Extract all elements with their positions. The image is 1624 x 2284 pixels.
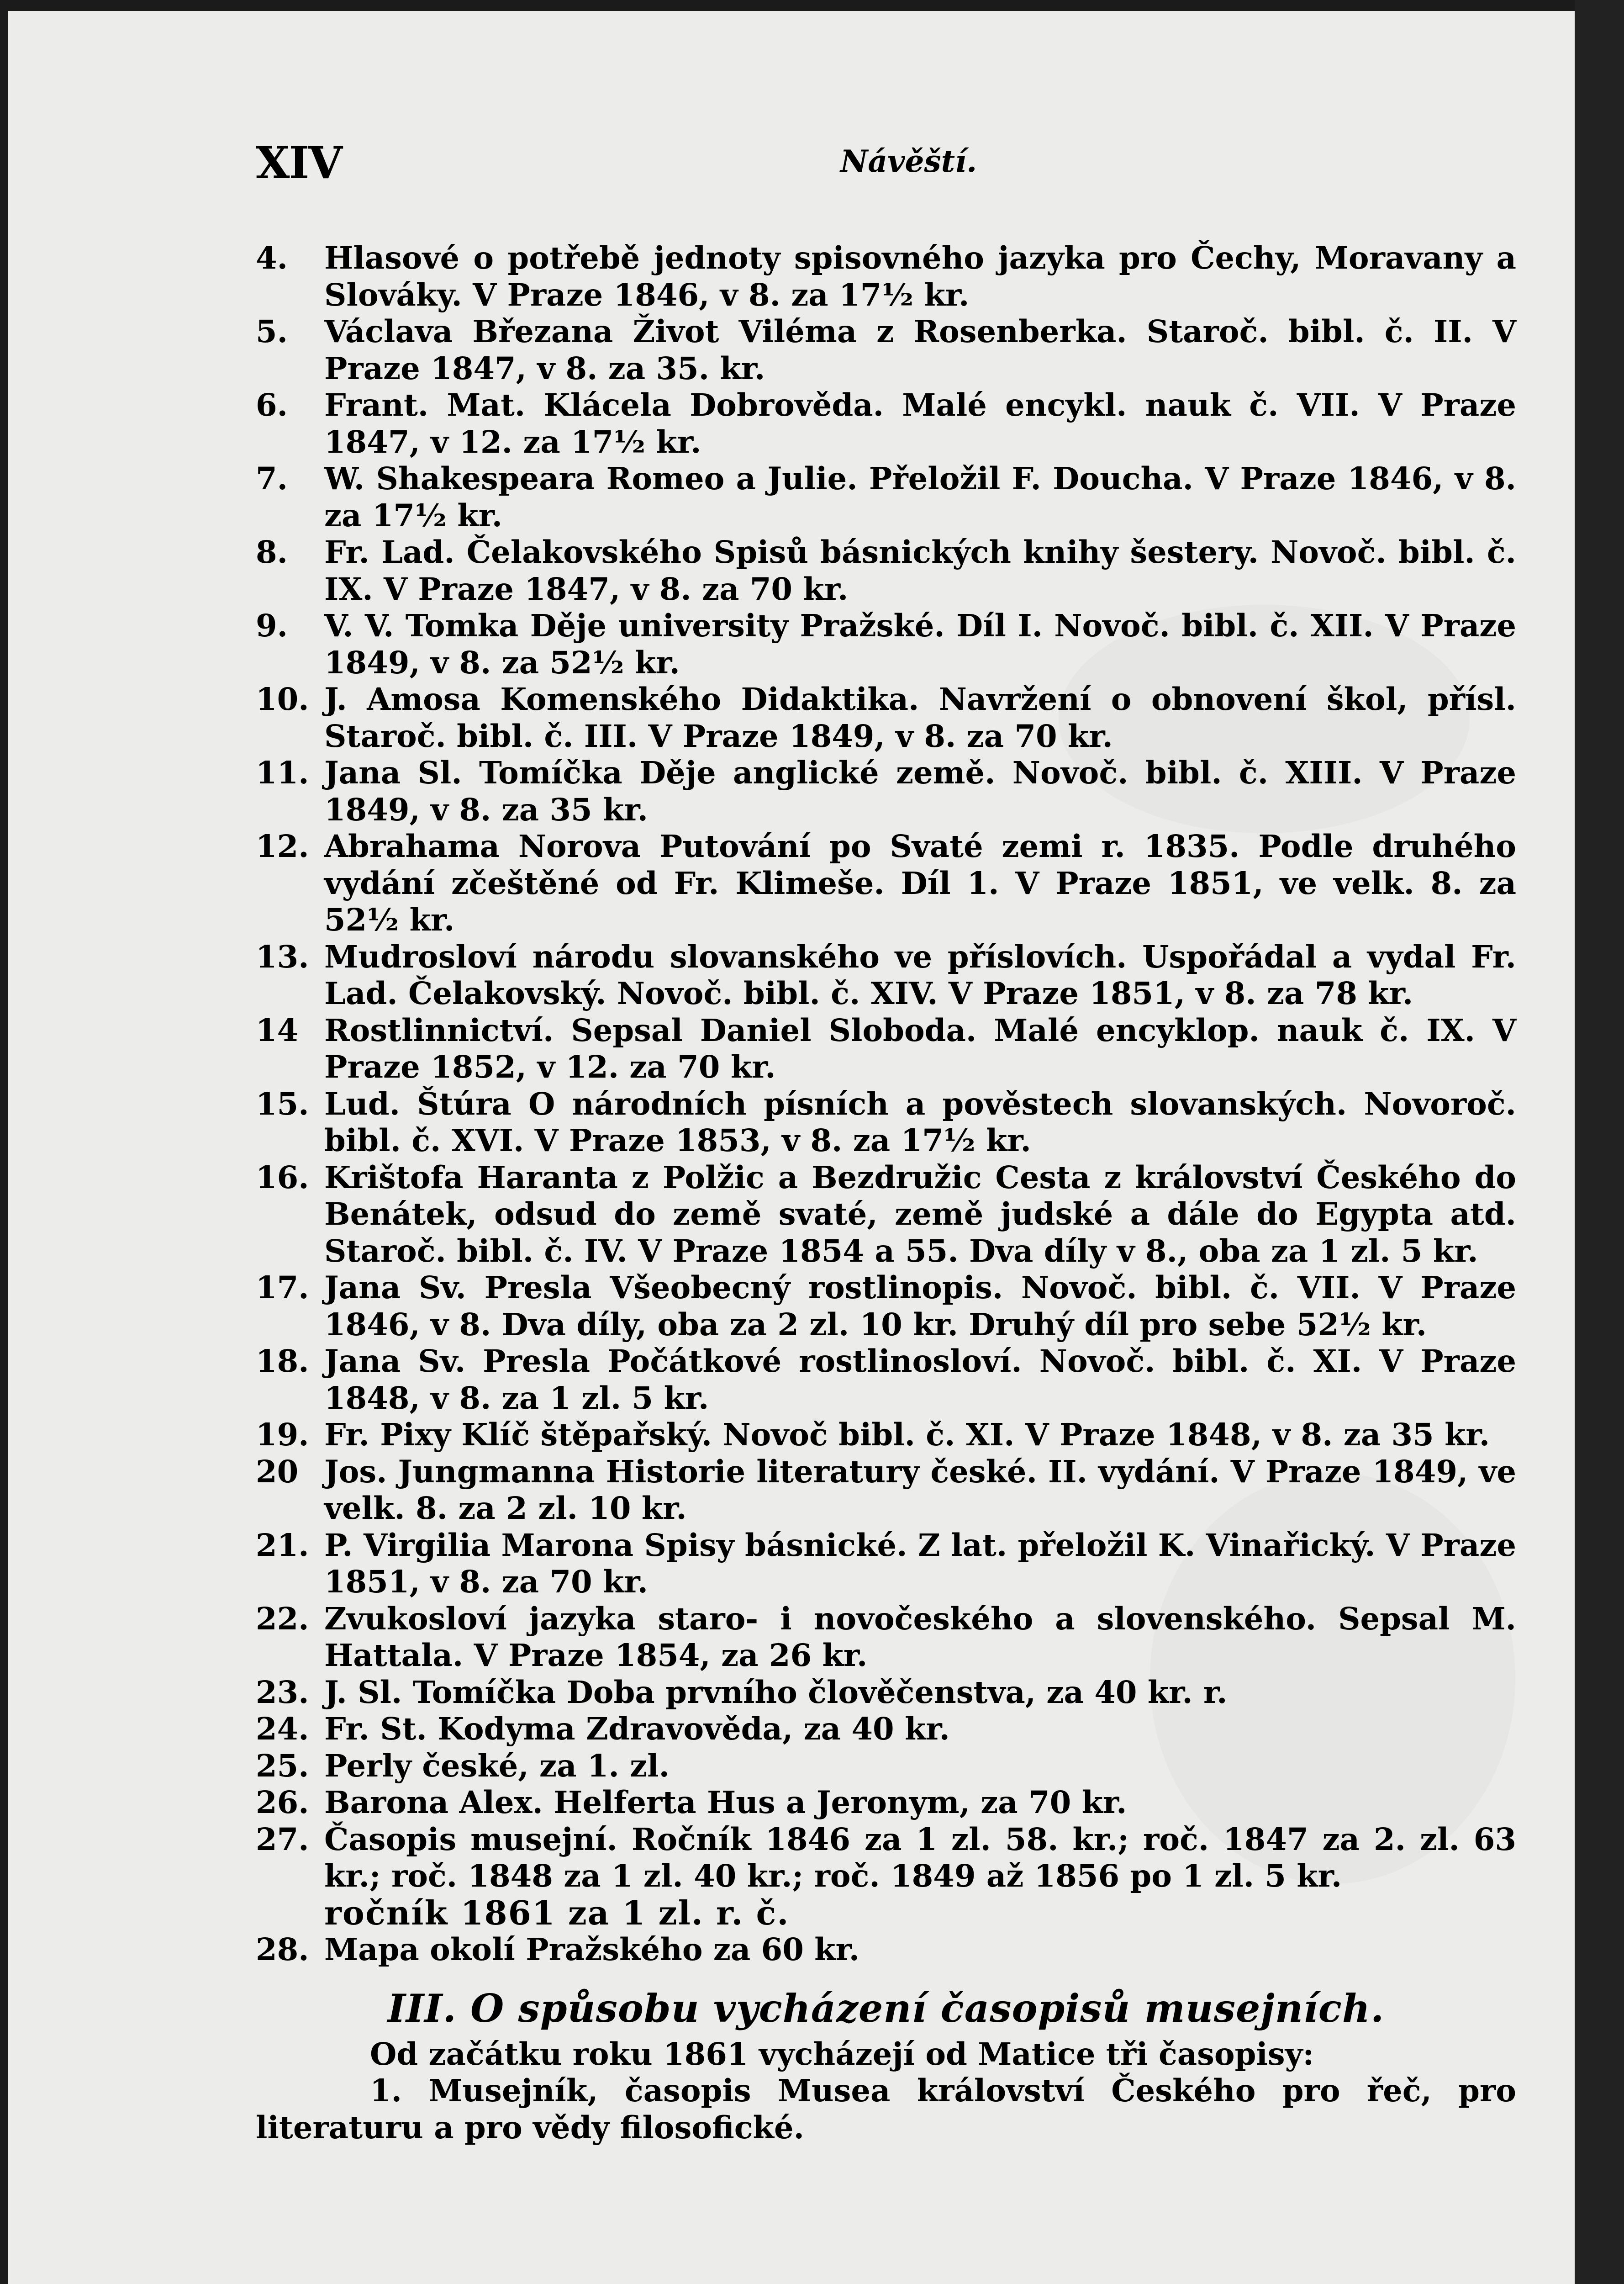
list-item (256, 1454, 1516, 1527)
entry-number: 16. (256, 1159, 309, 1195)
entry-number: 12. (256, 828, 309, 864)
entry-text: Abrahama Norova Putování po Svaté zemi r. 1835. Podle druhého vydání zčeštěné od Fr. Klimeše. Díl 1. V Praze 1851, ve velk. 8. za 52½ kr. (324, 828, 1516, 938)
entry-text: Fr. Pixy Klíč štěpařský. Novoč bibl. č. XI. V Praze 1848, v 8. za 35 kr. (324, 1417, 1490, 1453)
page-content (256, 240, 1516, 2146)
entry-text: Barona Alex. Helferta Hus a Jeronym, za 70 kr. (324, 1784, 1127, 1820)
entry-number: 26. (256, 1784, 309, 1820)
entry-number: 5. (256, 313, 288, 349)
page-number: XIV (256, 137, 342, 189)
list-item (256, 681, 1516, 755)
entry-text: J. Sl. Tomíčka Doba prvního člověčenstva, za 40 kr. r. (324, 1674, 1228, 1710)
entry-number: 11. (256, 755, 309, 791)
entry-text: Časopis musejní. Ročník 1846 za 1 zl. 58. kr.; roč. 1847 za 2. zl. 63 kr.; roč. 1848 za 1 zl. 40 kr.; roč. 1849 až 1856 po 1 zl. 5 kr. (324, 1821, 1516, 1894)
entry-text: Jana Sv. Presla Všeobecný rostlinopis. Novoč. bibl. č. VII. V Praze 1846, v 8. Dva díly, oba za 2 zl. 10 kr. Druhý díl pro sebe 52½ kr. (324, 1269, 1516, 1343)
entry-text: Fr. Lad. Čelakovského Spisů básnických knihy šestery. Novoč. bibl. č. IX. V Praze 1847, v 8. za 70 kr. (324, 534, 1516, 607)
entry-number: 23. (256, 1674, 309, 1710)
entry-number: 6. (256, 387, 288, 423)
list-item (256, 1269, 1516, 1343)
list-item (256, 1711, 1516, 1748)
entry-number: 8. (256, 534, 288, 570)
list-item (256, 1931, 1516, 1968)
entry-number: 19. (256, 1417, 309, 1453)
list-item (256, 240, 1516, 313)
entry-list (256, 240, 1516, 1968)
entry-number: 21. (256, 1527, 309, 1563)
entry-text: Jana Sv. Presla Počátkové rostlinosloví. Novoč. bibl. č. XI. V Praze 1848, v 8. za 1 zl. 5 kr. (324, 1343, 1516, 1416)
entry-text: Václava Březana Život Viléma z Rosenberka. Staroč. bibl. č. II. V Praze 1847, v 8. za 35. kr. (324, 313, 1516, 386)
list-item (256, 534, 1516, 608)
entry-text: Jana Sl. Tomíčka Děje anglické země. Novoč. bibl. č. XIII. V Praze 1849, v 8. za 35 kr. (324, 755, 1516, 828)
entry-number: 14 (256, 1012, 299, 1048)
list-item (256, 1086, 1516, 1159)
entry-text: Jos. Jungmanna Historie literatury české. II. vydání. V Praze 1849, ve velk. 8. za 2 zl. 10 kr. (324, 1453, 1516, 1526)
scan-edge (1575, 0, 1624, 2284)
entry-number: 7. (256, 460, 288, 497)
list-item (256, 828, 1516, 939)
entry-text: Mapa okolí Pražského za 60 kr. (324, 1931, 860, 1967)
list-item (256, 460, 1516, 534)
entry-text: Rostlinnictví. Sepsal Daniel Sloboda. Malé encyklop. nauk č. IX. V Praze 1852, v 12. za 70 kr. (324, 1012, 1516, 1085)
list-item (256, 1417, 1516, 1454)
entry-text: Frant. Mat. Klácela Dobrověda. Malé encykl. nauk č. VII. V Praze 1847, v 12. za 17½ kr. (324, 387, 1516, 460)
entry-text: P. Virgilia Marona Spisy básnické. Z lat. přeložil K. Vinařický. V Praze 1851, v 8. za 70 kr. (324, 1527, 1516, 1600)
entry-bold-text: ročník 1861 za 1 zl. r. č. (324, 1893, 790, 1932)
entry-number: 25. (256, 1747, 309, 1784)
list-item (256, 1527, 1516, 1601)
list-item (256, 1784, 1516, 1821)
entry-number: 13. (256, 938, 309, 975)
entry-text: Lud. Štúra O národních písních a pověstech slovanských. Novoroč. bibl. č. XVI. V Praze 1853, v 8. za 17½ kr. (324, 1085, 1516, 1158)
entry-text: Fr. St. Kodyma Zdravověda, za 40 kr. (324, 1711, 950, 1747)
section-heading: III. O spůsobu vycházení časopisů musejních. (387, 1985, 1385, 2031)
list-item (256, 939, 1516, 1012)
entry-number: 28. (256, 1931, 309, 1967)
list-item (256, 1601, 1516, 1674)
entry-number: 20 (256, 1453, 299, 1490)
entry-text: Zvukosloví jazyka staro- i novočeského a slovenského. Sepsal M. Hattala. V Praze 1854, za 26 kr. (324, 1600, 1516, 1673)
entry-text: V. V. Tomka Děje university Pražské. Díl I. Novoč. bibl. č. XII. V Praze 1849, v 8. za 52½ kr. (324, 608, 1516, 681)
entry-number: 15. (256, 1085, 309, 1122)
list-item (256, 755, 1516, 828)
section-paragraph: 1. Musejník, časopis Musea království Českého pro řeč, pro literaturu a pro vědy filosofické. (256, 2073, 1516, 2146)
entry-number: 4. (256, 240, 288, 276)
section-paragraph: Od začátku roku 1861 vycházejí od Matice tři časopisy: (370, 2036, 1314, 2072)
entry-number: 24. (256, 1711, 309, 1747)
running-head: Návěští. (840, 143, 977, 179)
list-item (256, 1159, 1516, 1270)
entry-text: W. Shakespeara Romeo a Julie. Přeložil F. Doucha. V Praze 1846, v 8. za 17½ kr. (324, 460, 1516, 534)
list-item (256, 1821, 1516, 1932)
list-item (256, 1012, 1516, 1086)
list-item (256, 1748, 1516, 1785)
entry-number: 10. (256, 681, 309, 717)
list-item (256, 313, 1516, 387)
entry-text: Mudrosloví národu slovanského ve příslovích. Uspořádal a vydal Fr. Lad. Čelakovský. Novoč. bibl. č. XIV. V Praze 1851, v 8. za 78 kr. (324, 938, 1516, 1011)
entry-number: 9. (256, 608, 288, 644)
entry-text: Krištofa Haranta z Polžic a Bezdružic Cesta z království Českého do Benátek, odsud do země svaté, země judské a dále do Egypta atd. Staroč. bibl. č. IV. V Praze 1854 a 55. Dva díly v 8., oba za 1 zl. 5 kr. (324, 1159, 1516, 1269)
entry-text: Perly české, za 1. zl. (324, 1747, 670, 1784)
entry-text: Hlasové o potřebě jednoty spisovného jazyka pro Čechy, Moravany a Slováky. V Praze 1846, v 8. za 17½ kr. (324, 240, 1516, 313)
list-item (256, 387, 1516, 460)
entry-number: 27. (256, 1821, 309, 1857)
entry-text: J. Amosa Komenského Didaktika. Navržení o obnovení škol, přísl. Staroč. bibl. č. III. V Praze 1849, v 8. za 70 kr. (324, 681, 1516, 754)
list-item (256, 1343, 1516, 1417)
page-header (256, 137, 1516, 192)
entry-number: 18. (256, 1343, 309, 1379)
entry-number: 17. (256, 1269, 309, 1306)
list-item (256, 608, 1516, 681)
entry-number: 22. (256, 1600, 309, 1637)
list-item (256, 1674, 1516, 1711)
